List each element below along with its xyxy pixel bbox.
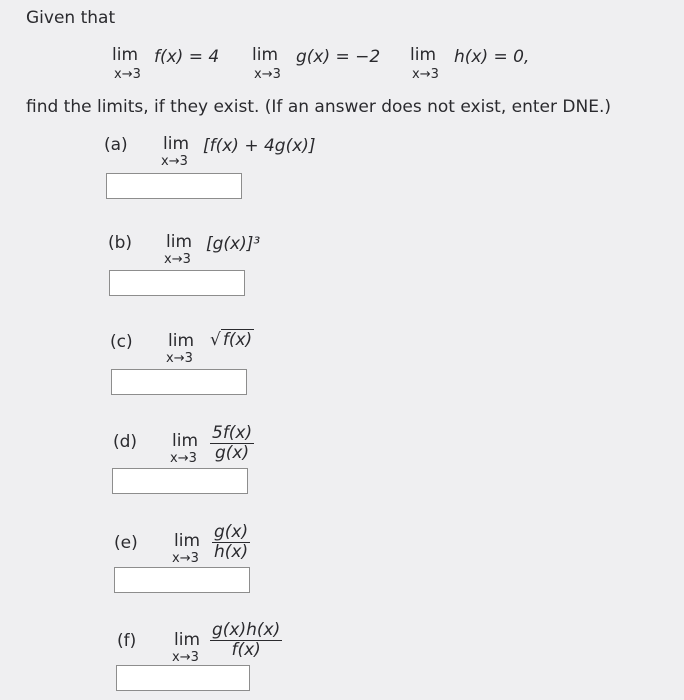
part-a-label: (a) [104,135,128,155]
lim-subscript: x→3 [172,650,199,665]
part-b-answer-input[interactable] [109,270,245,296]
lim-word: lim [172,431,199,451]
lim-subscript: x→3 [114,67,141,82]
part-c-expression: f(x) [222,330,253,350]
part-e-label: (e) [114,533,138,553]
part-f-denominator: f(x) [231,640,261,660]
part-d-denominator: g(x) [215,443,250,463]
intro-text: Given that [26,8,116,28]
part-f-numerator: g(x)h(x) [212,620,281,640]
lim-word: lim [174,630,201,650]
part-d-numerator: 5f(x) [212,423,253,443]
h-limit-value: h(x) = 0, [454,47,530,67]
lim-word: lim [174,531,201,551]
lim-word: lim [163,134,190,154]
lim-subscript: x→3 [254,67,281,82]
part-c-label: (c) [110,332,133,352]
part-a-answer-input[interactable] [106,173,242,199]
part-d-fraction [210,424,254,463]
g-limit-value: g(x) = −2 [296,47,381,67]
lim-word: lim [166,232,193,252]
part-c-sqrt [210,330,254,350]
part-c-answer-input[interactable] [111,369,247,395]
lim-subscript: x→3 [166,351,193,366]
lim-subscript: x→3 [161,154,188,169]
lim-word: lim [168,331,195,351]
part-d-answer-input[interactable] [112,468,248,494]
lim-subscript: x→3 [412,67,439,82]
instruction-text: find the limits, if they exist. (If an answer does not exist, enter DNE.) [26,97,611,117]
part-e-answer-input[interactable] [114,567,250,593]
f-limit-value: f(x) = 4 [154,47,220,67]
lim-word: lim [112,45,139,65]
part-f-label: (f) [117,631,137,651]
lim-word: lim [410,45,437,65]
part-e-fraction [212,523,250,562]
part-f-fraction [210,621,282,660]
part-a-expression: [f(x) + 4g(x)] [203,136,316,156]
sqrt-icon: √ [210,330,221,350]
part-b-label: (b) [108,233,133,253]
lim-subscript: x→3 [172,551,199,566]
part-f-answer-input[interactable] [116,665,250,691]
part-e-denominator: h(x) [214,542,249,562]
lim-subscript: x→3 [164,252,191,267]
lim-word: lim [252,45,279,65]
part-d-label: (d) [113,432,138,452]
part-e-numerator: g(x) [214,522,249,542]
lim-subscript: x→3 [170,451,197,466]
part-b-expression: [g(x)]³ [206,234,261,254]
